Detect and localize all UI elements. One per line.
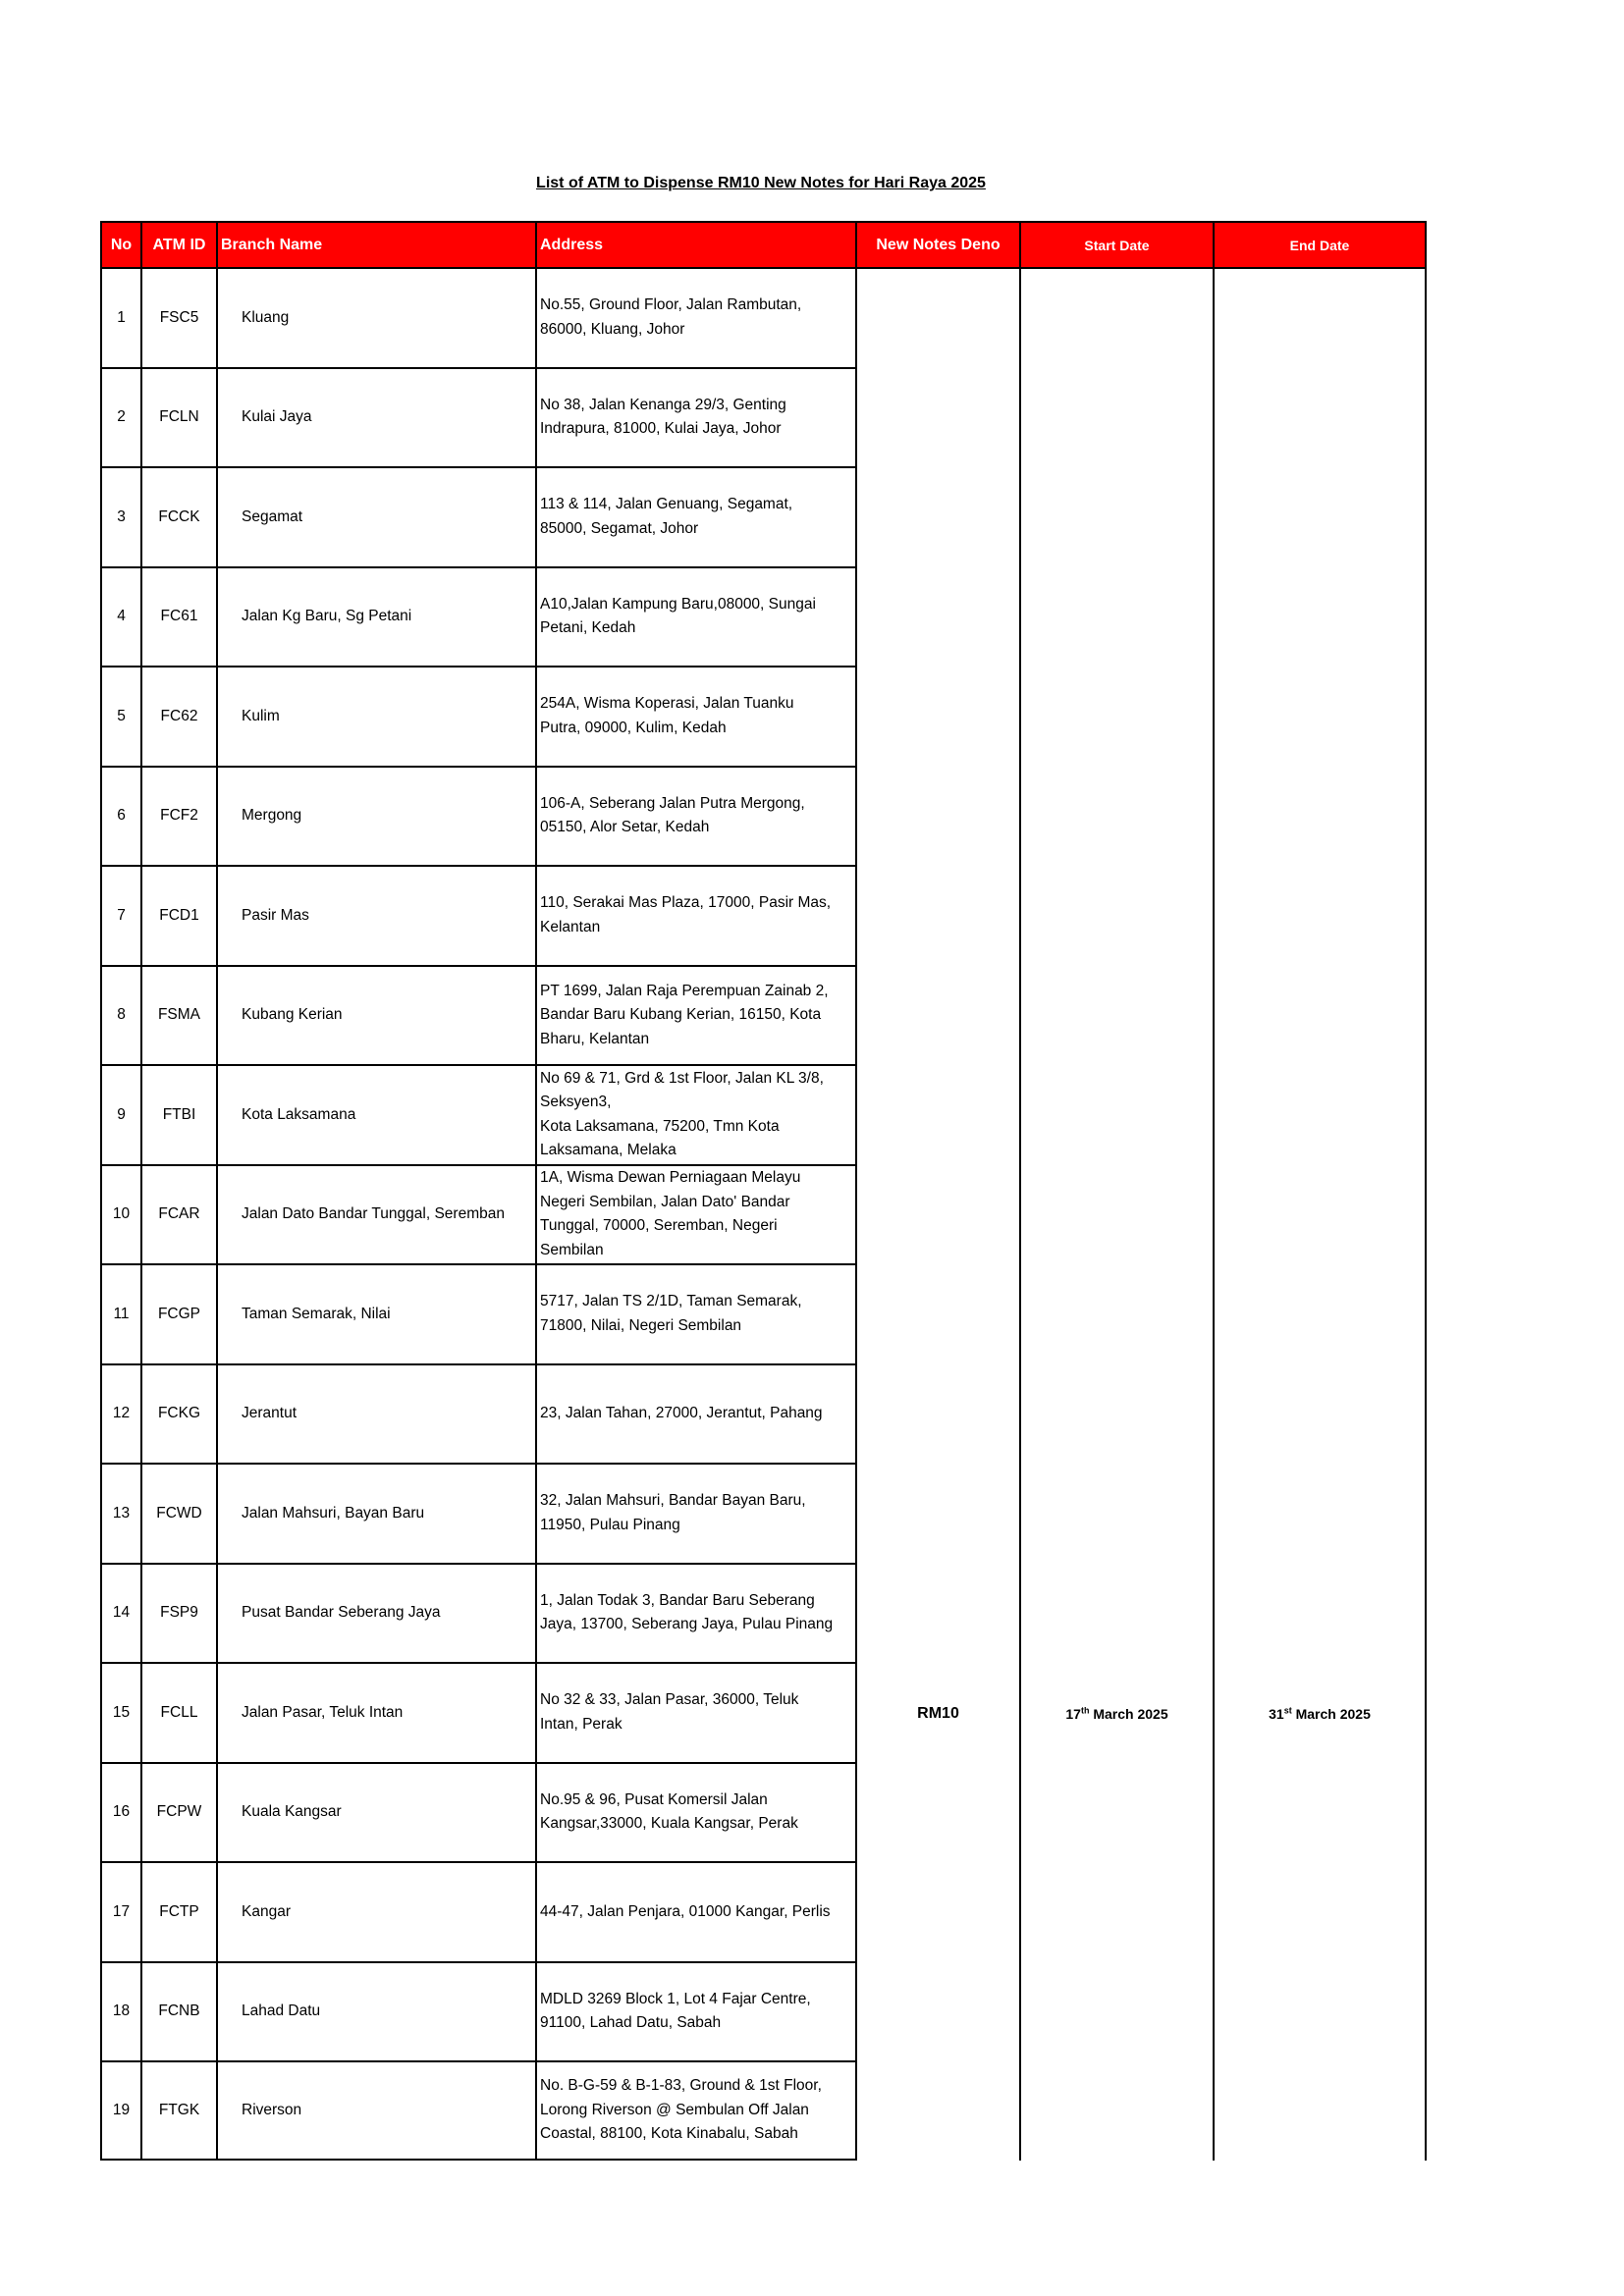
row-atm-id: FTBI xyxy=(142,1066,218,1166)
address-line: PT 1699, Jalan Raja Perempuan Zainab 2, xyxy=(540,982,829,999)
address-line: 1A, Wisma Dewan Perniagaan Melayu xyxy=(540,1169,801,1187)
address-lines xyxy=(540,493,792,541)
address-line: Kota Laksamana, 75200, Tmn Kota xyxy=(540,1117,780,1135)
address-line: 254A, Wisma Koperasi, Jalan Tuanku xyxy=(540,695,794,713)
address-line: 110, Serakai Mas Plaza, 17000, Pasir Mas, xyxy=(540,894,832,912)
row-atm-id: FCAR xyxy=(142,1166,218,1266)
address-lines xyxy=(540,980,829,1052)
start-date-value xyxy=(1021,1706,1213,1722)
row-no: 4 xyxy=(100,568,142,668)
row-atm-id: FCLN xyxy=(142,369,218,469)
address-line: Laksamana, Melaka xyxy=(540,1142,677,1159)
row-atm-id: FC62 xyxy=(142,667,218,768)
row-atm-id: FCGP xyxy=(142,1265,218,1365)
address-line: 113 & 114, Jalan Genuang, Segamat, xyxy=(540,496,793,513)
address-line: No 38, Jalan Kenanga 29/3, Genting xyxy=(540,396,786,413)
address-line: No 32 & 33, Jalan Pasar, 36000, Teluk xyxy=(540,1691,799,1709)
address-lines xyxy=(540,2074,822,2147)
row-address xyxy=(537,1764,857,1864)
address-line: Petani, Kedah xyxy=(540,619,636,637)
row-atm-id: FTGK xyxy=(142,2062,218,2161)
row-address xyxy=(537,1565,857,1665)
row-no: 18 xyxy=(100,1963,142,2063)
address-line: Tunggal, 70000, Seremban, Negeri xyxy=(540,1217,778,1235)
row-no: 5 xyxy=(100,667,142,768)
address-line: Bharu, Kelantan xyxy=(540,1030,650,1047)
row-atm-id: FCKG xyxy=(142,1365,218,1466)
row-no: 15 xyxy=(100,1664,142,1764)
row-atm-id: FCWD xyxy=(142,1465,218,1565)
end-date-suffix: st xyxy=(1283,1705,1292,1716)
row-address xyxy=(537,768,857,868)
row-no: 14 xyxy=(100,1565,142,1665)
row-no: 12 xyxy=(100,1365,142,1466)
column-divider xyxy=(1425,269,1427,2161)
address-line: Negeri Sembilan, Jalan Dato' Bandar xyxy=(540,1193,790,1210)
row-atm-id: FCLL xyxy=(142,1664,218,1764)
row-branch-name: Segamat xyxy=(218,468,537,568)
address-line: Sembilan xyxy=(540,1241,604,1258)
header-no: No xyxy=(100,221,142,269)
row-branch-name: Kulim xyxy=(218,667,537,768)
address-lines xyxy=(540,1067,824,1163)
address-lines xyxy=(540,1988,811,2036)
new-notes-deno-value: RM10 xyxy=(917,1705,959,1722)
row-address xyxy=(537,2062,857,2161)
address-line: No.55, Ground Floor, Jalan Rambutan, xyxy=(540,296,802,314)
page-title: List of ATM to Dispense RM10 New Notes for Hari Raya 2025 xyxy=(536,175,986,191)
header-atm-id: ATM ID xyxy=(142,221,218,269)
start-date-day: 17 xyxy=(1065,1706,1081,1722)
header-address: Address xyxy=(537,221,857,269)
address-line: Coastal, 88100, Kota Kinabalu, Sabah xyxy=(540,2125,798,2143)
address-lines xyxy=(540,792,805,840)
row-atm-id: FCNB xyxy=(142,1963,218,2063)
address-line: 91100, Lahad Datu, Sabah xyxy=(540,2014,722,2032)
address-lines xyxy=(540,1589,833,1637)
address-line: Kangsar,33000, Kuala Kangsar, Perak xyxy=(540,1815,798,1833)
row-address xyxy=(537,1066,857,1166)
row-address xyxy=(537,1664,857,1764)
row-atm-id: FCPW xyxy=(142,1764,218,1864)
header-new-notes-deno: New Notes Deno xyxy=(857,221,1021,269)
row-no: 9 xyxy=(100,1066,142,1166)
end-date-month: March 2025 xyxy=(1295,1706,1371,1722)
row-address xyxy=(537,468,857,568)
row-address xyxy=(537,1265,857,1365)
header-end-date: End Date xyxy=(1215,221,1427,269)
row-no: 7 xyxy=(100,867,142,967)
end-date-value xyxy=(1215,1706,1425,1722)
row-branch-name: Kangar xyxy=(218,1863,537,1963)
address-lines xyxy=(540,1688,798,1736)
row-branch-name: Lahad Datu xyxy=(218,1963,537,2063)
row-no: 2 xyxy=(100,369,142,469)
address-line: MDLD 3269 Block 1, Lot 4 Fajar Centre, xyxy=(540,1990,811,2007)
address-line: Seksyen3, xyxy=(540,1094,612,1111)
row-branch-name: Riverson xyxy=(218,2062,537,2161)
column-divider xyxy=(1213,269,1215,2161)
address-line: Lorong Riverson @ Sembulan Off Jalan xyxy=(540,2101,809,2118)
row-address xyxy=(537,867,857,967)
row-branch-name: Pasir Mas xyxy=(218,867,537,967)
address-line: Intan, Perak xyxy=(540,1715,623,1733)
row-atm-id: FCF2 xyxy=(142,768,218,868)
address-lines xyxy=(540,1290,802,1338)
row-address xyxy=(537,967,857,1067)
row-atm-id: FSC5 xyxy=(142,269,218,369)
address-lines xyxy=(540,1900,831,1925)
address-line: 5717, Jalan TS 2/1D, Taman Semarak, xyxy=(540,1293,802,1310)
row-address xyxy=(537,1166,857,1266)
row-branch-name: Mergong xyxy=(218,768,537,868)
row-branch-name: Kubang Kerian xyxy=(218,967,537,1067)
address-lines xyxy=(540,593,816,641)
row-branch-name: Taman Semarak, Nilai xyxy=(218,1265,537,1365)
row-address xyxy=(537,1465,857,1565)
address-line: Kelantan xyxy=(540,918,601,935)
row-address xyxy=(537,269,857,369)
header-start-date: Start Date xyxy=(1021,221,1215,269)
address-lines xyxy=(540,1402,823,1426)
row-no: 16 xyxy=(100,1764,142,1864)
address-line: Indrapura, 81000, Kulai Jaya, Johor xyxy=(540,420,782,438)
address-lines xyxy=(540,1166,800,1262)
row-atm-id: FCD1 xyxy=(142,867,218,967)
address-line: 05150, Alor Setar, Kedah xyxy=(540,819,710,836)
row-address xyxy=(537,667,857,768)
row-branch-name: Jerantut xyxy=(218,1365,537,1466)
address-line: Bandar Baru Kubang Kerian, 16150, Kota xyxy=(540,1006,822,1023)
start-date-month: March 2025 xyxy=(1093,1706,1168,1722)
row-no: 13 xyxy=(100,1465,142,1565)
row-branch-name: Jalan Pasar, Teluk Intan xyxy=(218,1664,537,1764)
address-line: 86000, Kluang, Johor xyxy=(540,320,685,338)
row-branch-name: Jalan Dato Bandar Tunggal, Seremban xyxy=(218,1166,537,1266)
row-address xyxy=(537,369,857,469)
row-no: 1 xyxy=(100,269,142,369)
address-line: A10,Jalan Kampung Baru,08000, Sungai xyxy=(540,595,816,613)
address-lines xyxy=(540,394,786,442)
row-address xyxy=(537,1863,857,1963)
address-lines xyxy=(540,1489,806,1537)
row-atm-id: FCTP xyxy=(142,1863,218,1963)
row-branch-name: Kuala Kangsar xyxy=(218,1764,537,1864)
row-no: 3 xyxy=(100,468,142,568)
row-address xyxy=(537,1365,857,1466)
address-lines xyxy=(540,294,801,342)
address-line: No.95 & 96, Pusat Komersil Jalan xyxy=(540,1790,768,1808)
address-lines xyxy=(540,1789,798,1837)
header-branch-name: Branch Name xyxy=(218,221,537,269)
address-line: Jaya, 13700, Seberang Jaya, Pulau Pinang xyxy=(540,1616,834,1633)
row-atm-id: FC61 xyxy=(142,568,218,668)
row-address xyxy=(537,1963,857,2063)
address-line: 1, Jalan Todak 3, Bandar Baru Seberang xyxy=(540,1591,815,1609)
address-lines xyxy=(540,891,831,939)
row-no: 10 xyxy=(100,1166,142,1266)
start-date-suffix: th xyxy=(1080,1705,1090,1716)
address-line: 32, Jalan Mahsuri, Bandar Bayan Baru, xyxy=(540,1492,806,1510)
end-date-day: 31 xyxy=(1269,1706,1284,1722)
row-no: 6 xyxy=(100,768,142,868)
address-line: 71800, Nilai, Negeri Sembilan xyxy=(540,1316,742,1334)
address-line: 44-47, Jalan Penjara, 01000 Kangar, Perlis xyxy=(540,1902,831,1920)
row-atm-id: FSMA xyxy=(142,967,218,1067)
address-lines xyxy=(540,692,793,740)
row-branch-name: Kota Laksamana xyxy=(218,1066,537,1166)
column-divider xyxy=(1019,269,1021,2161)
row-atm-id: FCCK xyxy=(142,468,218,568)
address-line: No. B-G-59 & B-1-83, Ground & 1st Floor, xyxy=(540,2077,822,2095)
address-line: 106-A, Seberang Jalan Putra Mergong, xyxy=(540,794,805,812)
address-line: 85000, Segamat, Johor xyxy=(540,519,699,537)
row-no: 8 xyxy=(100,967,142,1067)
row-atm-id: FSP9 xyxy=(142,1565,218,1665)
row-branch-name: Pusat Bandar Seberang Jaya xyxy=(218,1565,537,1665)
row-branch-name: Kulai Jaya xyxy=(218,369,537,469)
address-line: 23, Jalan Tahan, 27000, Jerantut, Pahang xyxy=(540,1405,823,1421)
row-branch-name: Jalan Kg Baru, Sg Petani xyxy=(218,568,537,668)
row-no: 11 xyxy=(100,1265,142,1365)
address-line: No 69 & 71, Grd & 1st Floor, Jalan KL 3/8, xyxy=(540,1069,824,1087)
row-no: 19 xyxy=(100,2062,142,2161)
row-no: 17 xyxy=(100,1863,142,1963)
atm-table xyxy=(100,221,1421,2161)
row-branch-name: Jalan Mahsuri, Bayan Baru xyxy=(218,1465,537,1565)
row-branch-name: Kluang xyxy=(218,269,537,369)
row-address xyxy=(537,568,857,668)
address-line: Putra, 09000, Kulim, Kedah xyxy=(540,719,727,736)
address-line: 11950, Pulau Pinang xyxy=(540,1516,680,1533)
